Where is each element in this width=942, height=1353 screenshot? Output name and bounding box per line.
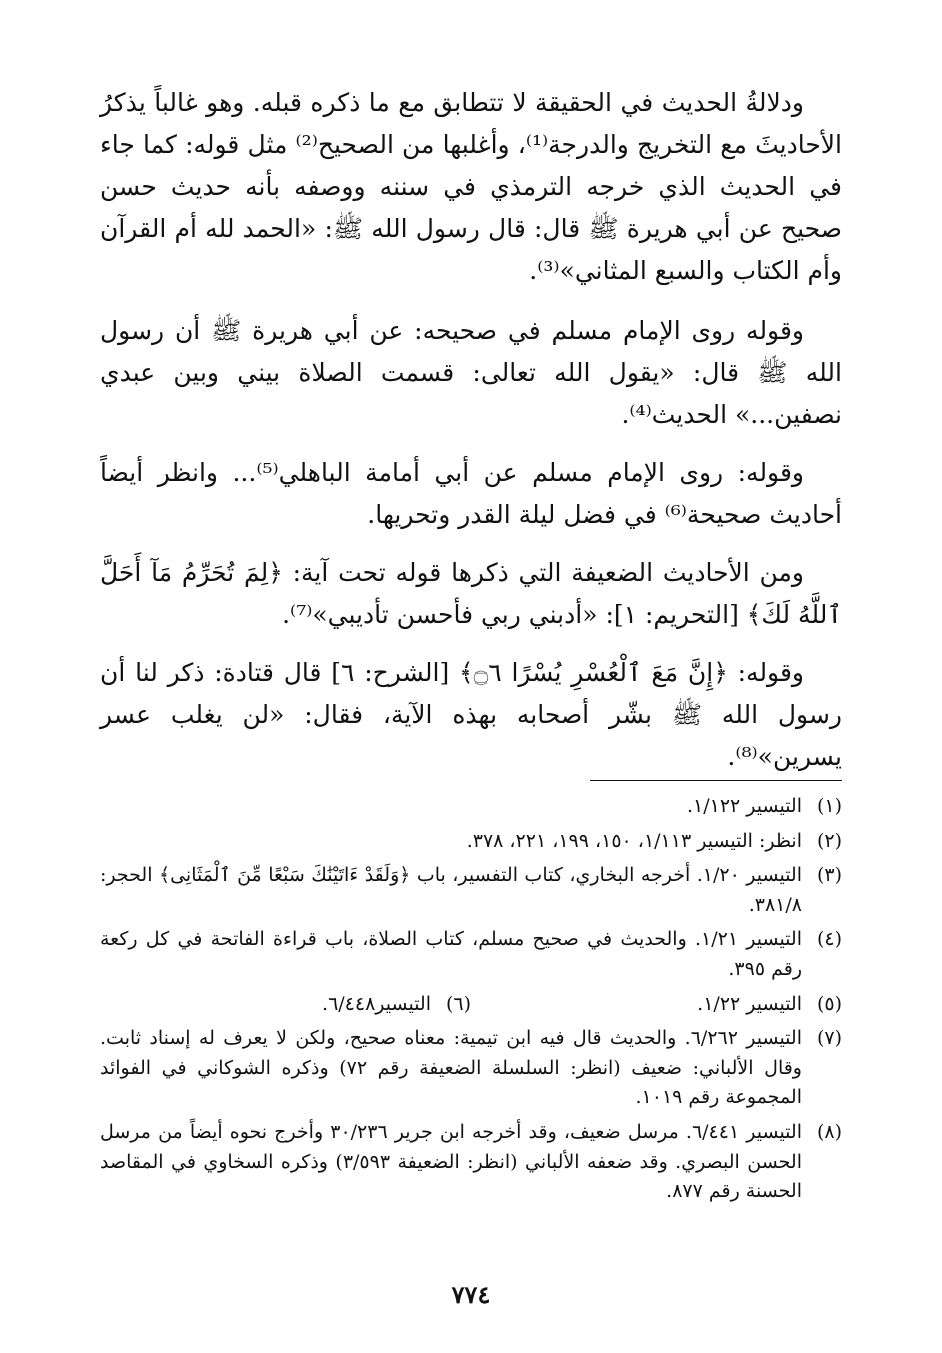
main-text xyxy=(100,82,842,794)
paragraph: وقوله: روى الإمام مسلم عن أبي أمامة الباهلي⁽⁵⁾... وانظر أيضاً أحاديث صحيحة⁽⁶⁾ في فضل ليلة القدر وتحريها. xyxy=(100,458,842,529)
footnote-text: التيسير ١/٢١. والحديث في صحيح مسلم، كتاب الصلاة، باب قراءة الفاتحة في كل ركعة رقم ٣٩٥. xyxy=(100,928,802,980)
footnote-number: (٧) xyxy=(816,1027,842,1050)
footnote-item xyxy=(100,827,842,857)
footnote-number: (٦) xyxy=(445,992,471,1015)
footnote-pair xyxy=(100,990,842,1020)
footnote-number: (١) xyxy=(816,795,842,817)
footnote-number: (٣) xyxy=(816,864,842,887)
paragraph: وقوله روى الإمام مسلم في صحيحه: عن أبي هريرة ﷺ أن رسول الله ﷺ قال: «يقول الله تعالى: قسمت الصلاة بيني وبين عبدي نصفين...» الحديث⁽⁴⁾. xyxy=(100,316,842,429)
footnote-item xyxy=(100,1024,842,1113)
footnote-text: انظر: التيسير ١/١١٣، ١٥٠، ١٩٩، ٢٢١، ٣٧٨. xyxy=(466,829,802,852)
footnote-item xyxy=(100,990,471,1020)
footnote-separator xyxy=(590,780,842,781)
footnote-text: التيسير٦/٤٤٨. xyxy=(322,992,431,1015)
footnote-item xyxy=(471,990,842,1020)
footnote-item xyxy=(100,861,842,920)
footnote-number: (٤) xyxy=(816,928,842,951)
paragraph: ودلالةُ الحديث في الحقيقة لا تتطابق مع ما ذكره قبله. وهو غالباً يذكرُ الأحاديثَ مع التخريج والدرجة⁽¹⁾، وأغلبها من الصحيح⁽²⁾ مثل قوله: كما جاء في الحديث الذي خرجه الترمذي في سننه ووصفه بأنه حديث حسن صحيح عن أبي هريرة ﷺ قال: قال رسول الله ﷺ: «الحمد لله أم القرآن وأم الكتاب والسبع المثاني»⁽³⁾. xyxy=(100,88,842,285)
paragraph: وقوله: ﴿إِنَّ مَعَ ٱلْعُسْرِ يُسْرًا ۝٦﴾ [الشرح: ٦] قال قتادة: ذكر لنا أن رسول الله ﷺ بشّر أصحابه بهذه الآية، فقال: «لن يغلب عسر يسرين»⁽⁸⁾. xyxy=(100,658,842,771)
footnote-item xyxy=(100,925,842,984)
footnotes xyxy=(100,792,842,1212)
footnote-text: التيسير ٦/٤٤١. مرسل ضعيف، وقد أخرجه ابن جرير ٣٠/٢٣٦ وأخرج نحوه أيضاً من مرسل الحسن البصري. وقد ضعفه الألباني (انظر: الضعيفة ٣/٥٩٣) وذكره السخاوي في المقاصد الحسنة رقم ٨٧٧. xyxy=(100,1120,803,1203)
paragraph: ومن الأحاديث الضعيفة التي ذكرها قوله تحت آية: ﴿لِمَ تُحَرِّمُ مَآ أَحَلَّ ٱللَّهُ لَكَ﴾ [التحريم: ١]: «أدبني ربي فأحسن تأديبي»⁽⁷⁾. xyxy=(100,558,842,629)
footnote-text: التيسير ١/١٢٢. xyxy=(686,795,802,817)
footnote-number: (٨) xyxy=(816,1120,842,1143)
footnote-text: التيسير ١/٢٢. xyxy=(697,992,802,1015)
footnote-text: التيسير ١/٢٠. أخرجه البخاري، كتاب التفسير، باب ﴿وَلَقَدْ ءَاتَيْنَٰكَ سَبْعًا مِّنَ ٱلْمَثَانِى﴾ الحجر: ٣٨١/٨. xyxy=(100,864,802,916)
footnote-item xyxy=(100,792,842,822)
footnote-text: التيسير ٦/٢٦٢. والحديث قال فيه ابن تيمية: معناه صحيح، ولكن لا يعرف له إسناد ثابت. وقال الألباني: ضعيف (انظر: السلسلة الضعيفة رقم ٧٢) وذكره الشوكاني في الفوائد المجموعة رقم ١٠١٩. xyxy=(100,1027,802,1109)
footnote-item xyxy=(100,1118,842,1207)
footnote-number: (٥) xyxy=(816,992,842,1015)
page-number: ٧٧٤ xyxy=(451,1280,491,1309)
footnote-number: (٢) xyxy=(816,829,842,852)
